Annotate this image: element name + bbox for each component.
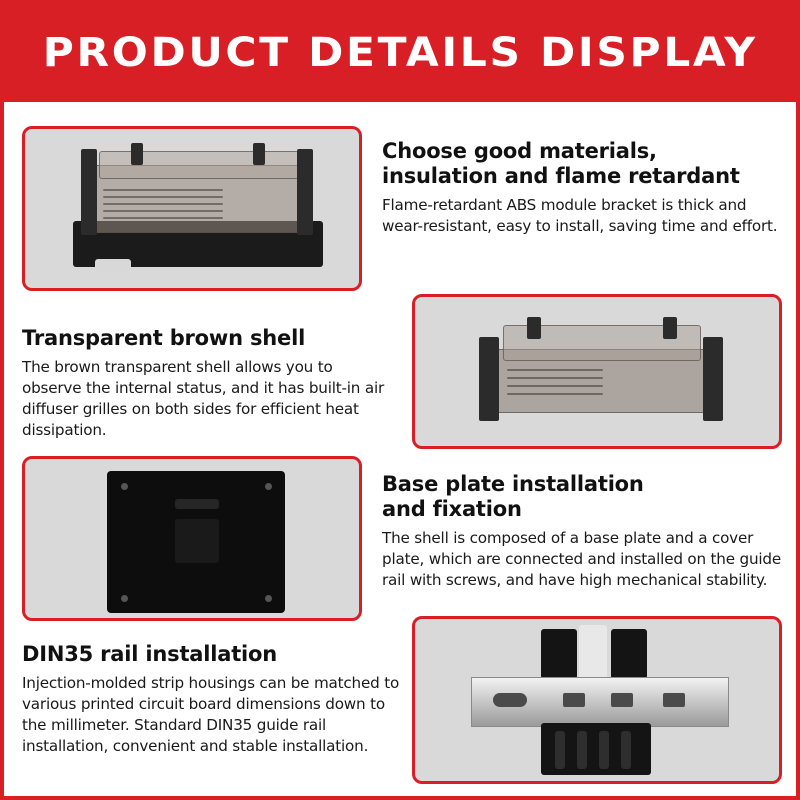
vent-line — [103, 210, 223, 212]
post-rear-right — [663, 317, 677, 339]
corner-post-left — [479, 337, 499, 421]
block-title-line2: and fixation — [382, 497, 522, 521]
base-plate-illustration — [25, 459, 359, 618]
screw-hole — [265, 595, 272, 602]
rail-slot — [611, 693, 633, 707]
text-block-base-plate — [382, 472, 782, 591]
screw-hole — [265, 483, 272, 490]
rail-slot — [663, 693, 685, 707]
text-block-materials — [382, 139, 782, 237]
block-title — [22, 326, 394, 351]
housing-fin — [599, 731, 609, 769]
vent-line — [507, 377, 603, 379]
plate-rib-shape — [175, 499, 219, 509]
block-title-line1: Transparent brown shell — [22, 326, 306, 350]
housing-block-left — [541, 629, 577, 679]
corner-post-left — [81, 149, 97, 235]
rail-clip-shape — [95, 259, 131, 271]
screw-hole — [121, 595, 128, 602]
vent-line — [103, 203, 223, 205]
post-rear-left — [527, 317, 541, 339]
block-title-line1: Base plate installation — [382, 472, 644, 496]
post-rear-right — [253, 143, 265, 165]
rail-slot — [563, 693, 585, 707]
photo-assembled-enclosure — [22, 126, 362, 291]
block-body: The shell is composed of a base plate and a cover plate, which are connected and installed on the guide rail with screws, and have high mechanical stability. — [382, 529, 781, 589]
housing-fin — [577, 731, 587, 769]
text-block-shell — [22, 326, 394, 441]
block-body: The brown transparent shell allows you to observe the internal status, and it has built-in air diffuser grilles on both sides for efficient heat dissipation. — [22, 358, 385, 439]
block-body: Flame-retardant ABS module bracket is thick and wear-resistant, easy to install, saving time and effort. — [382, 196, 778, 235]
vent-line — [103, 196, 223, 198]
block-title-line1: DIN35 rail installation — [22, 642, 278, 666]
block-title — [22, 642, 402, 667]
block-title-line1: Choose good materials, — [382, 139, 657, 163]
vent-line — [507, 385, 603, 387]
plate-center-shape — [175, 519, 219, 563]
housing-block-right — [611, 629, 647, 679]
vent-line — [507, 393, 603, 395]
vent-line — [103, 189, 223, 191]
vent-line — [507, 369, 603, 371]
block-title — [382, 472, 782, 522]
photo-base-plate — [22, 456, 362, 621]
center-clip — [579, 625, 607, 681]
cover-top-shape — [99, 151, 299, 179]
block-title — [382, 139, 782, 189]
photo-transparent-cover — [412, 294, 782, 449]
block-title-line2: insulation and flame retardant — [382, 164, 740, 188]
cover-illustration — [415, 297, 779, 446]
din-rail-illustration — [415, 619, 779, 781]
page-title: PRODUCT DETAILS DISPLAY — [42, 30, 758, 76]
housing-fin — [621, 731, 631, 769]
screw-hole — [121, 483, 128, 490]
corner-post-right — [297, 149, 313, 235]
post-rear-left — [131, 143, 143, 165]
vent-line — [103, 217, 223, 219]
corner-post-right — [703, 337, 723, 421]
block-body: Injection-molded strip housings can be matched to various printed circuit board dimensions down to the millimeter. Standard DIN35 guide rail installation, convenient and stable installation. — [22, 674, 400, 755]
housing-fin — [555, 731, 565, 769]
rail-slot — [493, 693, 527, 707]
page-header — [4, 4, 796, 102]
text-block-din35 — [22, 642, 402, 757]
enclosure-illustration — [25, 129, 359, 288]
photo-din-rail-mount — [412, 616, 782, 784]
